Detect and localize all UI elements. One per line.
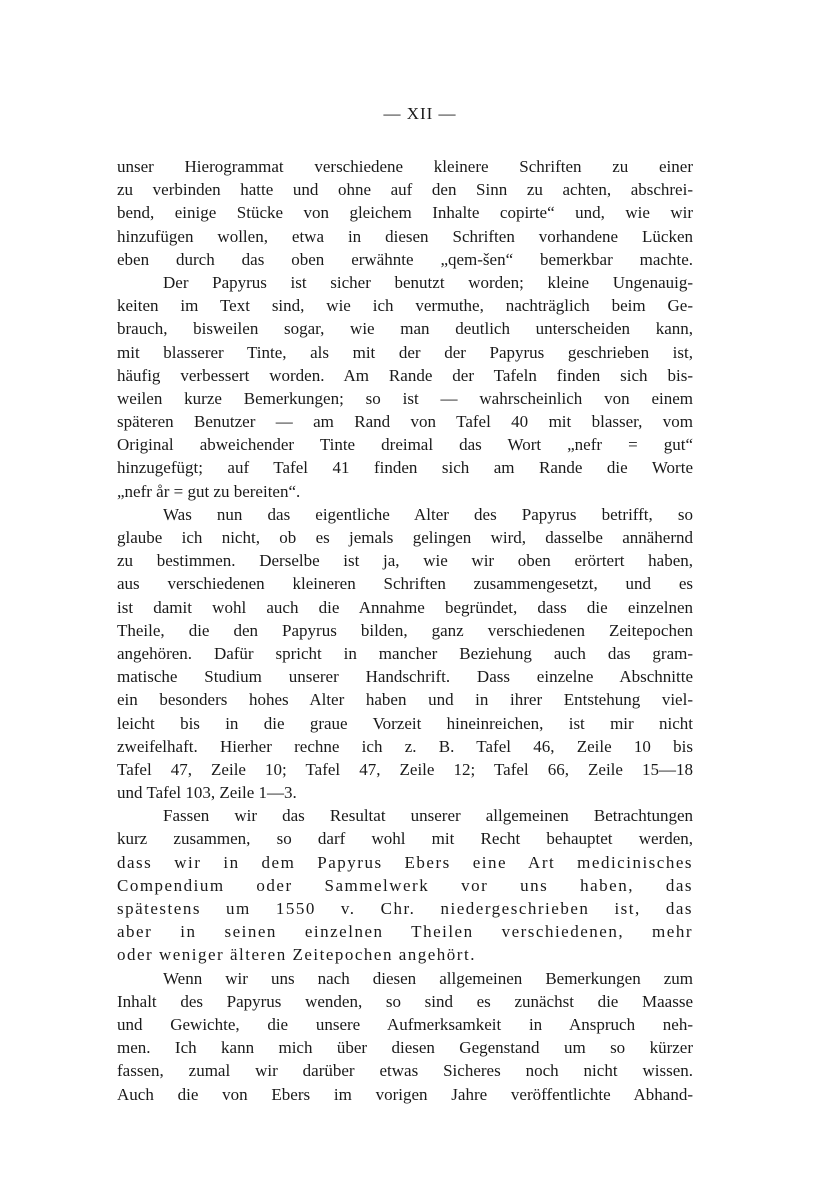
text-line-spaced: oder weniger älteren Zeitepochen angehört. [117, 945, 476, 965]
text-line: Theile, die den Papyrus bilden, ganz verschiedenen Zeitepochen [117, 620, 693, 640]
text-line-spaced: spätestens um 1550 v. Chr. niedergeschrieben ist, das [117, 899, 693, 918]
text-line: angehören. Dafür spricht in mancher Beziehung auch das gram- [117, 643, 693, 663]
text-line: zweifelhaft. Hierher rechne ich z. B. Tafel 46, Zeile 10 bis [117, 736, 693, 756]
text-line: glaube ich nicht, ob es jemals gelingen wird, dasselbe annähernd [117, 528, 693, 547]
text-line: kurz zusammen, so darf wohl mit Recht behauptet werden, [117, 829, 693, 849]
text-line: keiten im Text sind, wie ich vermuthe, nachträglich beim Ge- [117, 296, 693, 316]
text-line: zu verbinden hatte und ohne auf den Sinn zu achten, abschrei- [117, 180, 693, 200]
text-line: bend, einige Stücke von gleichem Inhalte copirte“ und, wie wir [117, 203, 693, 223]
text-line: und Tafel 103, Zeile 1—3. [117, 783, 297, 803]
text-line: Tafel 47, Zeile 10; Tafel 47, Zeile 12; Tafel 66, Zeile 15—18 [117, 759, 693, 779]
text-line-spaced: aber in seinen einzelnen Theilen verschiedenen, mehr [117, 922, 693, 942]
paragraph-start-line: Wenn wir uns nach diesen allgemeinen Bemerkungen zum [163, 968, 693, 988]
text-line: unser Hierogrammat verschiedene kleinere Schriften zu einer [117, 157, 693, 176]
text-line: „nefr år = gut zu bereiten“. [117, 481, 301, 501]
body-text [117, 155, 693, 1106]
text-line-spaced: Compendium oder Sammelwerk vor uns haben, das [117, 875, 693, 895]
text-line: brauch, bisweilen sogar, wie man deutlich unterscheiden kann, [117, 319, 693, 339]
text-line: Inhalt des Papyrus wenden, so sind es zunächst die Maasse [117, 991, 693, 1011]
text-line: fassen, zumal wir darüber etwas Sicheres noch nicht wissen. [117, 1061, 693, 1081]
text-line-spaced: dass wir in dem Papyrus Ebers eine Art medicinisches [117, 852, 693, 872]
page-number: — XII — [383, 104, 457, 123]
text-line: Original abweichender Tinte dreimal das Wort „nefr = gut“ [117, 435, 693, 455]
text-line: hinzufügen wollen, etwa in diesen Schriften vorhandene Lücken [117, 226, 693, 246]
text-line: hinzugefügt; auf Tafel 41 finden sich am Rande die Worte [117, 458, 693, 478]
text-line: ist damit wohl auch die Annahme begründet, dass die einzelnen [117, 597, 693, 617]
text-line: men. Ich kann mich über diesen Gegenstand um so kürzer [117, 1038, 693, 1058]
text-line: ein besonders hohes Alter haben und in ihrer Entstehung viel- [117, 690, 693, 710]
text-line: zu bestimmen. Derselbe ist ja, wie wir oben erörtert haben, [117, 551, 693, 571]
text-line: häufig verbessert worden. Am Rande der Tafeln finden sich bis- [117, 365, 693, 385]
paragraph-start-line: Was nun das eigentliche Alter des Papyrus betrifft, so [163, 504, 693, 524]
text-line: weilen kurze Bemerkungen; so ist — wahrscheinlich von einem [117, 388, 693, 408]
text-line: mit blasserer Tinte, als mit der der Papyrus geschrieben ist, [117, 342, 693, 362]
text-line: matische Studium unserer Handschrift. Dass einzelne Abschnitte [117, 667, 693, 687]
text-line: späteren Benutzer — am Rand von Tafel 40 mit blasser, vom [117, 412, 693, 432]
paragraph-start-line: Fassen wir das Resultat unserer allgemeinen Betrachtungen [163, 806, 693, 826]
text-line: leicht bis in die graue Vorzeit hineinreichen, ist mir nicht [117, 713, 693, 733]
text-line: Auch die von Ebers im vorigen Jahre veröffentlichte Abhand- [117, 1084, 693, 1104]
text-line: aus verschiedenen kleineren Schriften zusammengesetzt, und es [117, 574, 693, 594]
paragraph-start-line: Der Papyrus ist sicher benutzt worden; kleine Ungenauig- [163, 272, 693, 292]
text-line: und Gewichte, die unsere Aufmerksamkeit in Anspruch neh- [117, 1014, 693, 1034]
text-line: eben durch das oben erwähnte „qem-šen“ bemerkbar machte. [117, 249, 693, 269]
